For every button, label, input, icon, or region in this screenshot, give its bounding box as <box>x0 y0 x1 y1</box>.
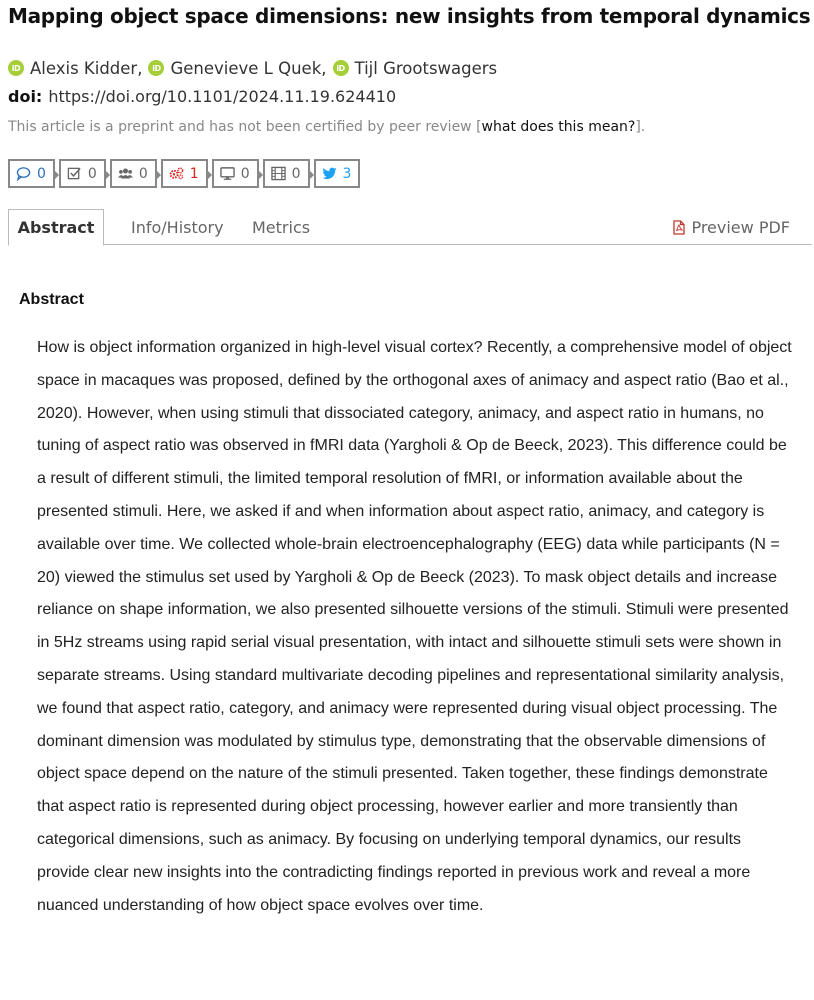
comments-metric[interactable] <box>8 159 55 188</box>
comment-icon <box>16 166 31 181</box>
preprint-notice-end: ]. <box>635 119 646 135</box>
author-name[interactable]: Alexis Kidder, <box>30 58 143 78</box>
preview-count: 0 <box>240 165 250 182</box>
doi-link[interactable]: https://doi.org/10.1101/2024.11.19.624410 <box>48 87 397 106</box>
author-list <box>8 57 503 79</box>
tab-abstract[interactable]: Abstract <box>8 209 104 246</box>
tab-info-history[interactable]: Info/History <box>131 217 224 237</box>
monitor-icon <box>220 166 235 181</box>
doi-label: doi: <box>8 87 43 106</box>
abstract-heading: Abstract <box>19 291 84 308</box>
preprint-notice <box>8 119 645 135</box>
pdf-file-icon <box>673 220 685 235</box>
community-count: 0 <box>138 165 148 182</box>
users-icon <box>118 166 133 181</box>
connect-metric[interactable] <box>161 159 208 188</box>
comments-count: 0 <box>37 165 46 182</box>
doi-line <box>8 87 396 106</box>
paper-title: Mapping object space dimensions: new insights from temporal dynamics <box>8 4 811 28</box>
media-count: 0 <box>291 165 301 182</box>
abstract-text: How is object information organized in high-level visual cortex? Recently, a comprehensive model of object space in macaques was proposed, defined by the orthogonal axes of animacy and aspect ratio (Bao et al., 2020). However, when using stimuli that dissociated category, animacy, and aspect ratio in humans, no tuning of aspect ratio was observed in fMRI data (Yargholi & Op de Beeck, 2023). This difference could be a result of different stimuli, the limited temporal resolution of fMRI, or information available about the presented stimuli. Here, we asked if and when information about aspect ratio, animacy, and category is available over time. We collected whole-brain electroencephalography (EEG) data while participants (N = 20) viewed the stimulus set used by Yargholi & Op de Beeck (2023). To mask object details and increase reliance on shape information, we also presented silhouette versions of the stimuli. Stimuli were presented in 5Hz streams using rapid serial visual presentation, with intact and silhouette stimuli sets were shown in separate streams. Using standard multivariate decoding pipelines and representational similarity analysis, we found that aspect ratio, category, and animacy were represented during visual object processing. The dominant dimension was modulated by stimulus type, demonstrating that the observable dimensions of object space depend on the nature of the stimuli presented. Taken together, these findings demonstrate that aspect ratio is represented during object processing, however earlier and more transiently than categorical dimensions, such as animacy. By focusing on underlying temporal dynamics, our results provide clear new insights into the contradicting findings reported in previous work and reveal a more nuanced understanding of how object space evolves over time. <box>37 339 792 914</box>
reviews-metric[interactable] <box>59 159 106 188</box>
tab-metrics[interactable]: Metrics <box>252 217 311 237</box>
author-item[interactable] <box>333 59 498 78</box>
author-name[interactable]: Tijl Grootswagers <box>354 58 498 78</box>
film-icon <box>271 166 286 181</box>
orcid-icon[interactable]: iD <box>333 60 349 76</box>
media-metric[interactable] <box>263 159 310 188</box>
metrics-bar <box>8 159 364 188</box>
author-name[interactable]: Genevieve L Quek, <box>170 58 327 78</box>
connect-count: 1 <box>189 165 199 182</box>
author-item[interactable] <box>148 59 326 78</box>
orcid-icon[interactable]: iD <box>148 60 164 76</box>
preprint-notice-text: This article is a preprint and has not been certified by peer review [ <box>8 119 482 135</box>
community-metric[interactable] <box>110 159 157 188</box>
gears-icon <box>169 166 184 181</box>
twitter-count: 3 <box>342 165 352 182</box>
author-item[interactable] <box>8 59 142 78</box>
preview-pdf-label[interactable]: Preview PDF <box>691 217 790 237</box>
preview-pdf-link[interactable] <box>673 209 790 245</box>
preview-metric[interactable] <box>212 159 259 188</box>
what-does-this-mean-link[interactable]: what does this mean? <box>481 119 636 135</box>
reviews-count: 0 <box>87 165 97 182</box>
twitter-metric[interactable] <box>314 159 361 188</box>
twitter-icon <box>322 166 337 181</box>
orcid-icon[interactable]: iD <box>8 60 24 76</box>
checkbox-icon <box>67 166 82 181</box>
article-tabs <box>8 209 812 245</box>
